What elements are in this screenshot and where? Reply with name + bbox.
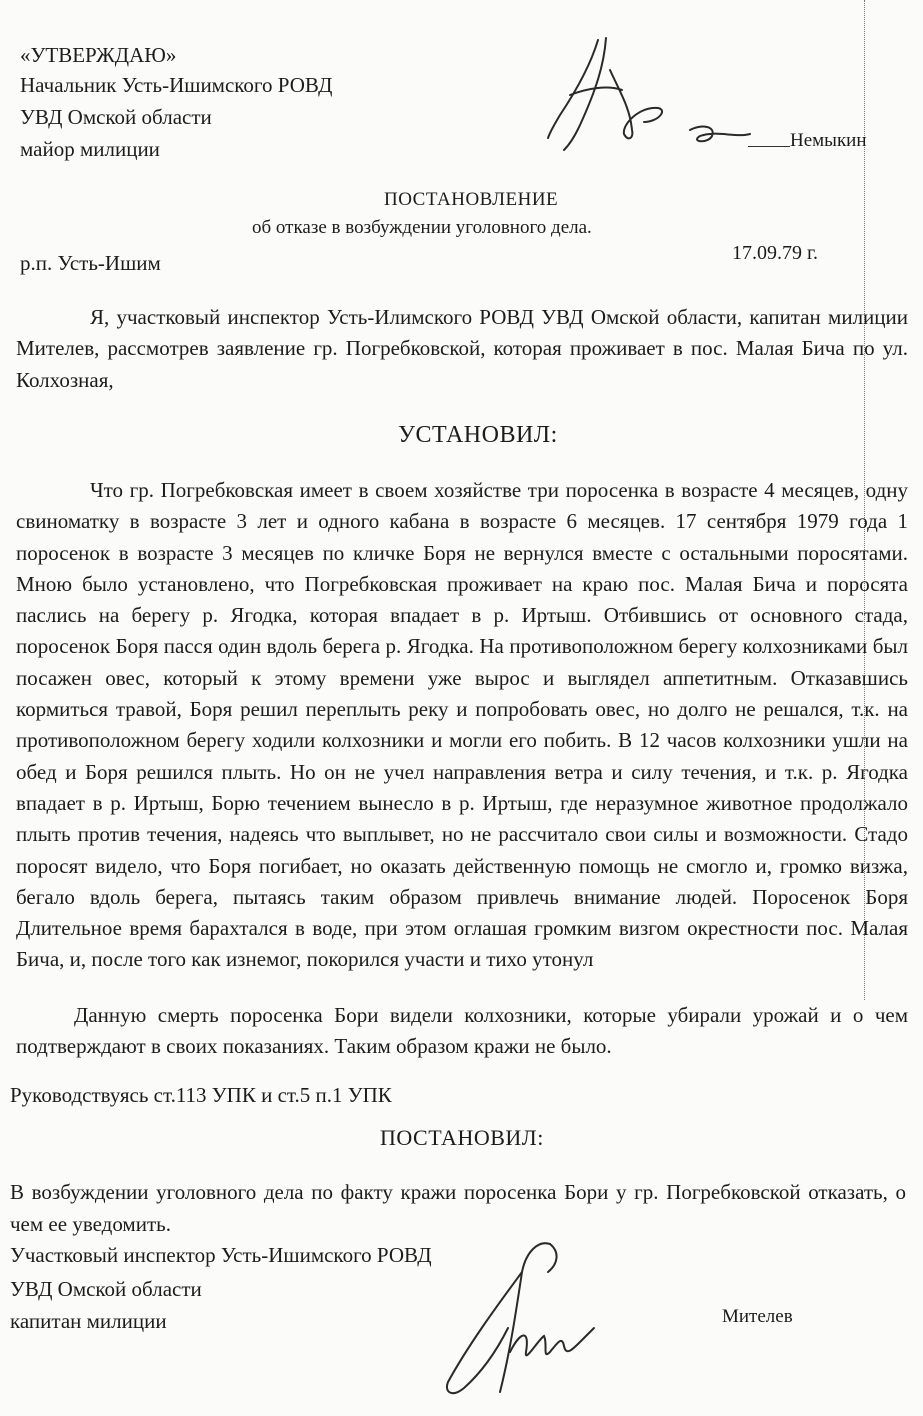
signer-signature-icon bbox=[430, 1232, 610, 1407]
signer-rank: капитан милиции bbox=[10, 1309, 167, 1333]
signer-name: Мителев bbox=[722, 1306, 793, 1327]
section-heading-resolved: ПОСТАНОВИЛ: bbox=[380, 1125, 544, 1150]
intro-paragraph: Я, участковый инспектор Усть-Илимского РОВД УВД Омской области, капитан милиции Мителев, рассмотрев заявление гр. Погребковской, которая проживает в пос. Малая Бича по ул. Колхозная, bbox=[16, 305, 908, 392]
document-date: 17.09.79 г. bbox=[732, 242, 818, 264]
legal-reference: Руководствуясь ст.113 УПК и ст.5 п.1 УПК bbox=[10, 1083, 392, 1107]
approval-rank: майор милиции bbox=[20, 137, 160, 161]
signer-department: УВД Омской области bbox=[10, 1277, 202, 1301]
approver-signature-underline bbox=[748, 146, 790, 147]
document-subtitle: об отказе в возбуждении уголовного дела. bbox=[252, 217, 592, 238]
approval-department: УВД Омской области bbox=[20, 105, 212, 129]
approval-position: Начальник Усть-Ишимского РОВД bbox=[20, 73, 333, 97]
decision-paragraph: В возбуждении уголовного дела по факту кражи поросенка Бори у гр. Погребковской отказать, о чем ее уведомить. bbox=[10, 1180, 906, 1236]
signer-position: Участковый инспектор Усть-Ишимского РОВД bbox=[10, 1243, 432, 1267]
section-heading-established: УСТАНОВИЛ: bbox=[398, 422, 558, 448]
approval-stamp-title: «УТВЕРЖДАЮ» bbox=[20, 43, 177, 67]
approver-signature-icon bbox=[540, 30, 770, 155]
findings-paragraph: Что гр. Погребковская имеет в своем хозяйстве три поросенка в возрасте 4 месяцев, одну свиноматку в возрасте 3 лет и одного кабана в возрасте 6 месяцев. 17 сентября 1979 года 1 поросенок в возрасте 3 месяцев по кличке Боря не вернулся вместе с остальными поросятами. Мною было установлено, что Погребковская проживает на краю пос. Малая Бича и поросята паслись на берегу р. Ягодка, которая впадает в р. Иртыш. Отбившись от основного стада, поросенок Боря пасся один вдоль берега р. Ягодка. На противоположном берегу колхозниками был посажен овес, который к этому времени уже вырос и выглядел аппетитным. Отказавшись кормиться травой, Боря решил переплыть реку и попробовать овес, но долго не решался, т.к. на противоположном берегу ходили колхозники и могли его побить. В 12 часов колхозники ушли на обед и Боря решился плыть. Но он не учел направления ветра и силу течения, и т.к. р. Ягодка впадает в р. Иртыш, Борю течением вынесло в р. Иртыш, где неразумное животное продолжало плыть против течения, надеясь что выплывет, но не рассчитало свои силы и возможности. Стадо поросят видело, что Боря погибает, но оказать действенную помощь не смогло и, громко визжа, бегало вдоль берега, пытаясь таким образом привлечь внимание людей. Поросенок Боря Длительное время барахтался в воде, при этом оглашая громким визгом окрестности пос. Малая Бича, и, после того как изнемог, покорился участи и тихо утонул bbox=[16, 478, 908, 972]
document-title: ПОСТАНОВЛЕНИЕ bbox=[384, 189, 559, 210]
witness-paragraph: Данную смерть поросенка Бори видели колхозники, которые убирали урожай и о чем подтверждают в своих показаниях. Таким образом кражи не было. bbox=[16, 1003, 908, 1059]
document-place: р.п. Усть-Ишим bbox=[20, 251, 161, 275]
approver-name: Немыкин bbox=[790, 130, 867, 151]
